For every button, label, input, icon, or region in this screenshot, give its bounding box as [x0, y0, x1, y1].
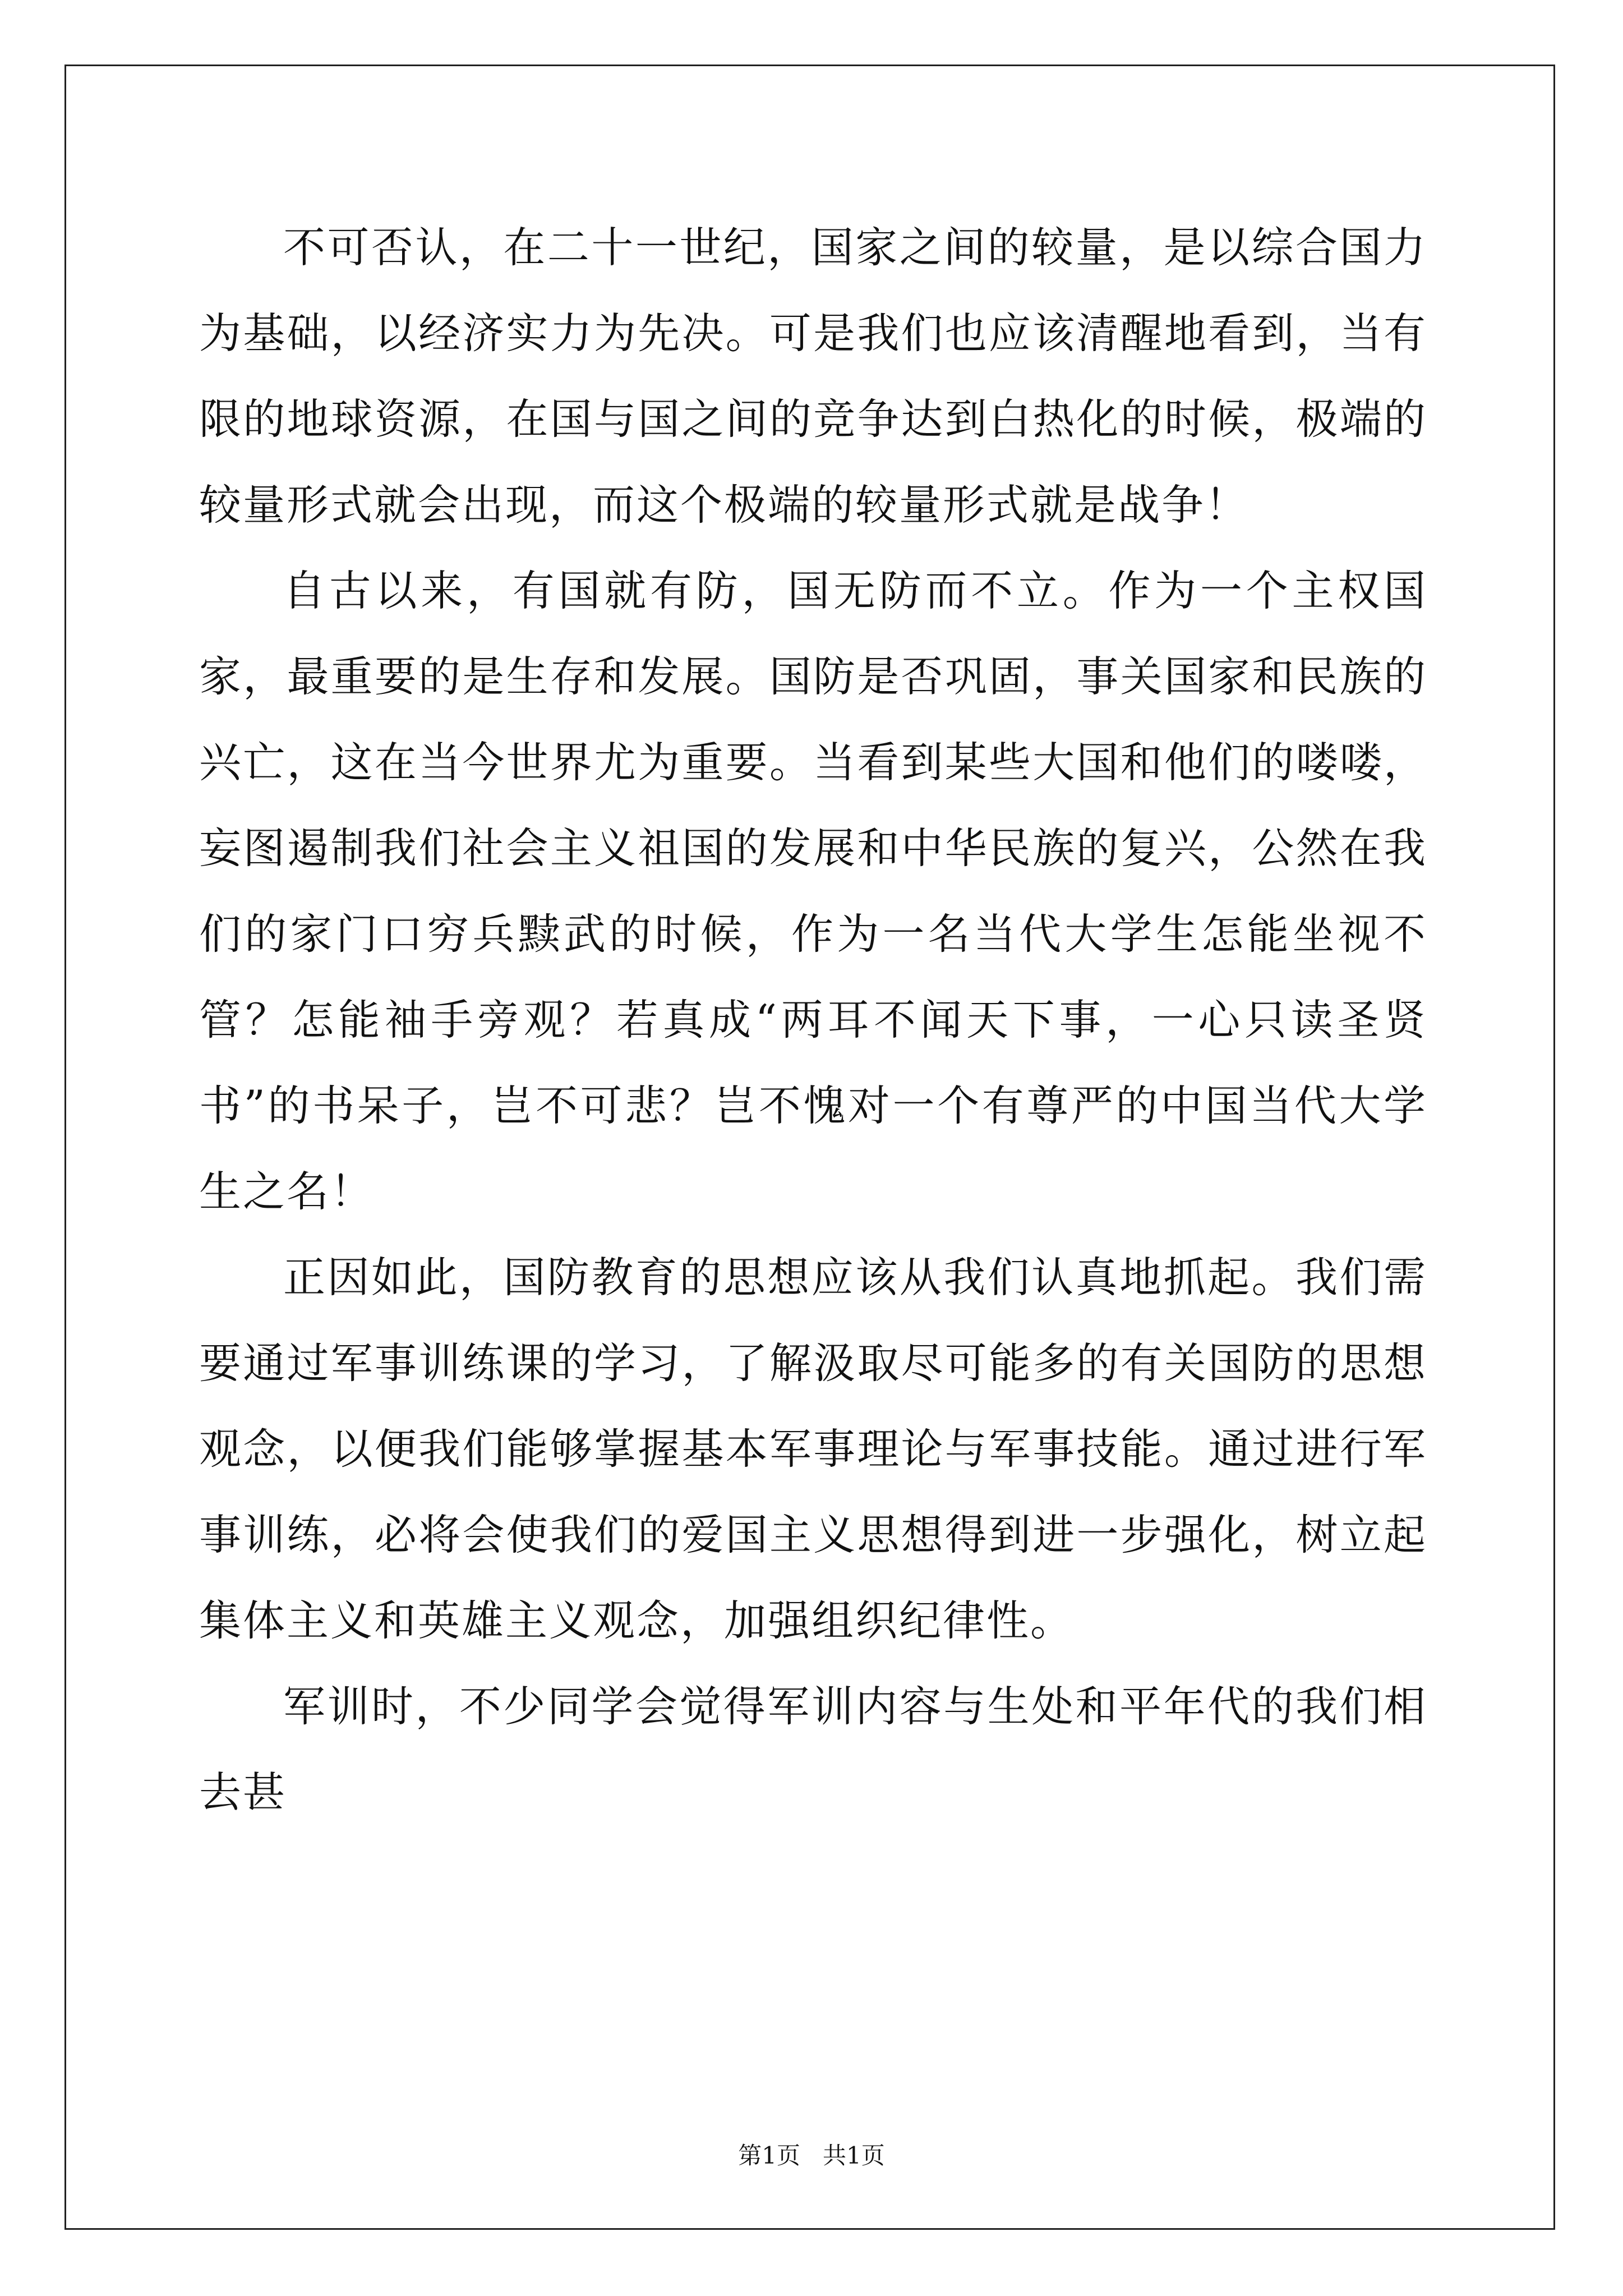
paragraph-2: 自古以来，有国就有防，国无防而不立。作为一个主权国家，最重要的是生存和发展。国防是否巩固，事关国家和民族的兴亡，这在当今世界尤为重要。当看到某些大国和他们的喽喽，妄图遏制我们社会主义祖国的发展和中华民族的复兴，公然在我们的家门口穷兵黩武的时候，作为一名当代大学生怎能坐视不管？怎能袖手旁观？若真成“两耳不闻天下事，一心只读圣贤书”的书呆子，岂不可悲？岂不愧对一个有尊严的中国当代大学生之名！ — [199, 566, 1427, 1216]
paragraph-3: 正因如此，国防教育的思想应该从我们认真地抓起。我们需要通过军事训练课的学习，了解汲取尽可能多的有关国防的思想观念，以便我们能够掌握基本军事理论与军事技能。通过进行军事训练，必将会使我们的爱国主义思想得到进一步强化，树立起集体主义和英雄主义观念，加强组织纪律性。 — [199, 1253, 1427, 1645]
paragraph-1: 不可否认，在二十一世纪，国家之间的较量，是以综合国力为基础，以经济实力为先决。可是我们也应该清醒地看到，当有限的地球资源，在国与国之间的竞争达到白热化的时候，极端的较量形式就会出现，而这个极端的较量形式就是战争！ — [199, 223, 1427, 530]
paragraph-4: 军训时，不少同学会觉得军训内容与生处和平年代的我们相去甚 — [199, 1682, 1427, 1817]
document-body — [199, 205, 1427, 1835]
page-footer: 第1页 共1页 — [738, 2142, 885, 2169]
